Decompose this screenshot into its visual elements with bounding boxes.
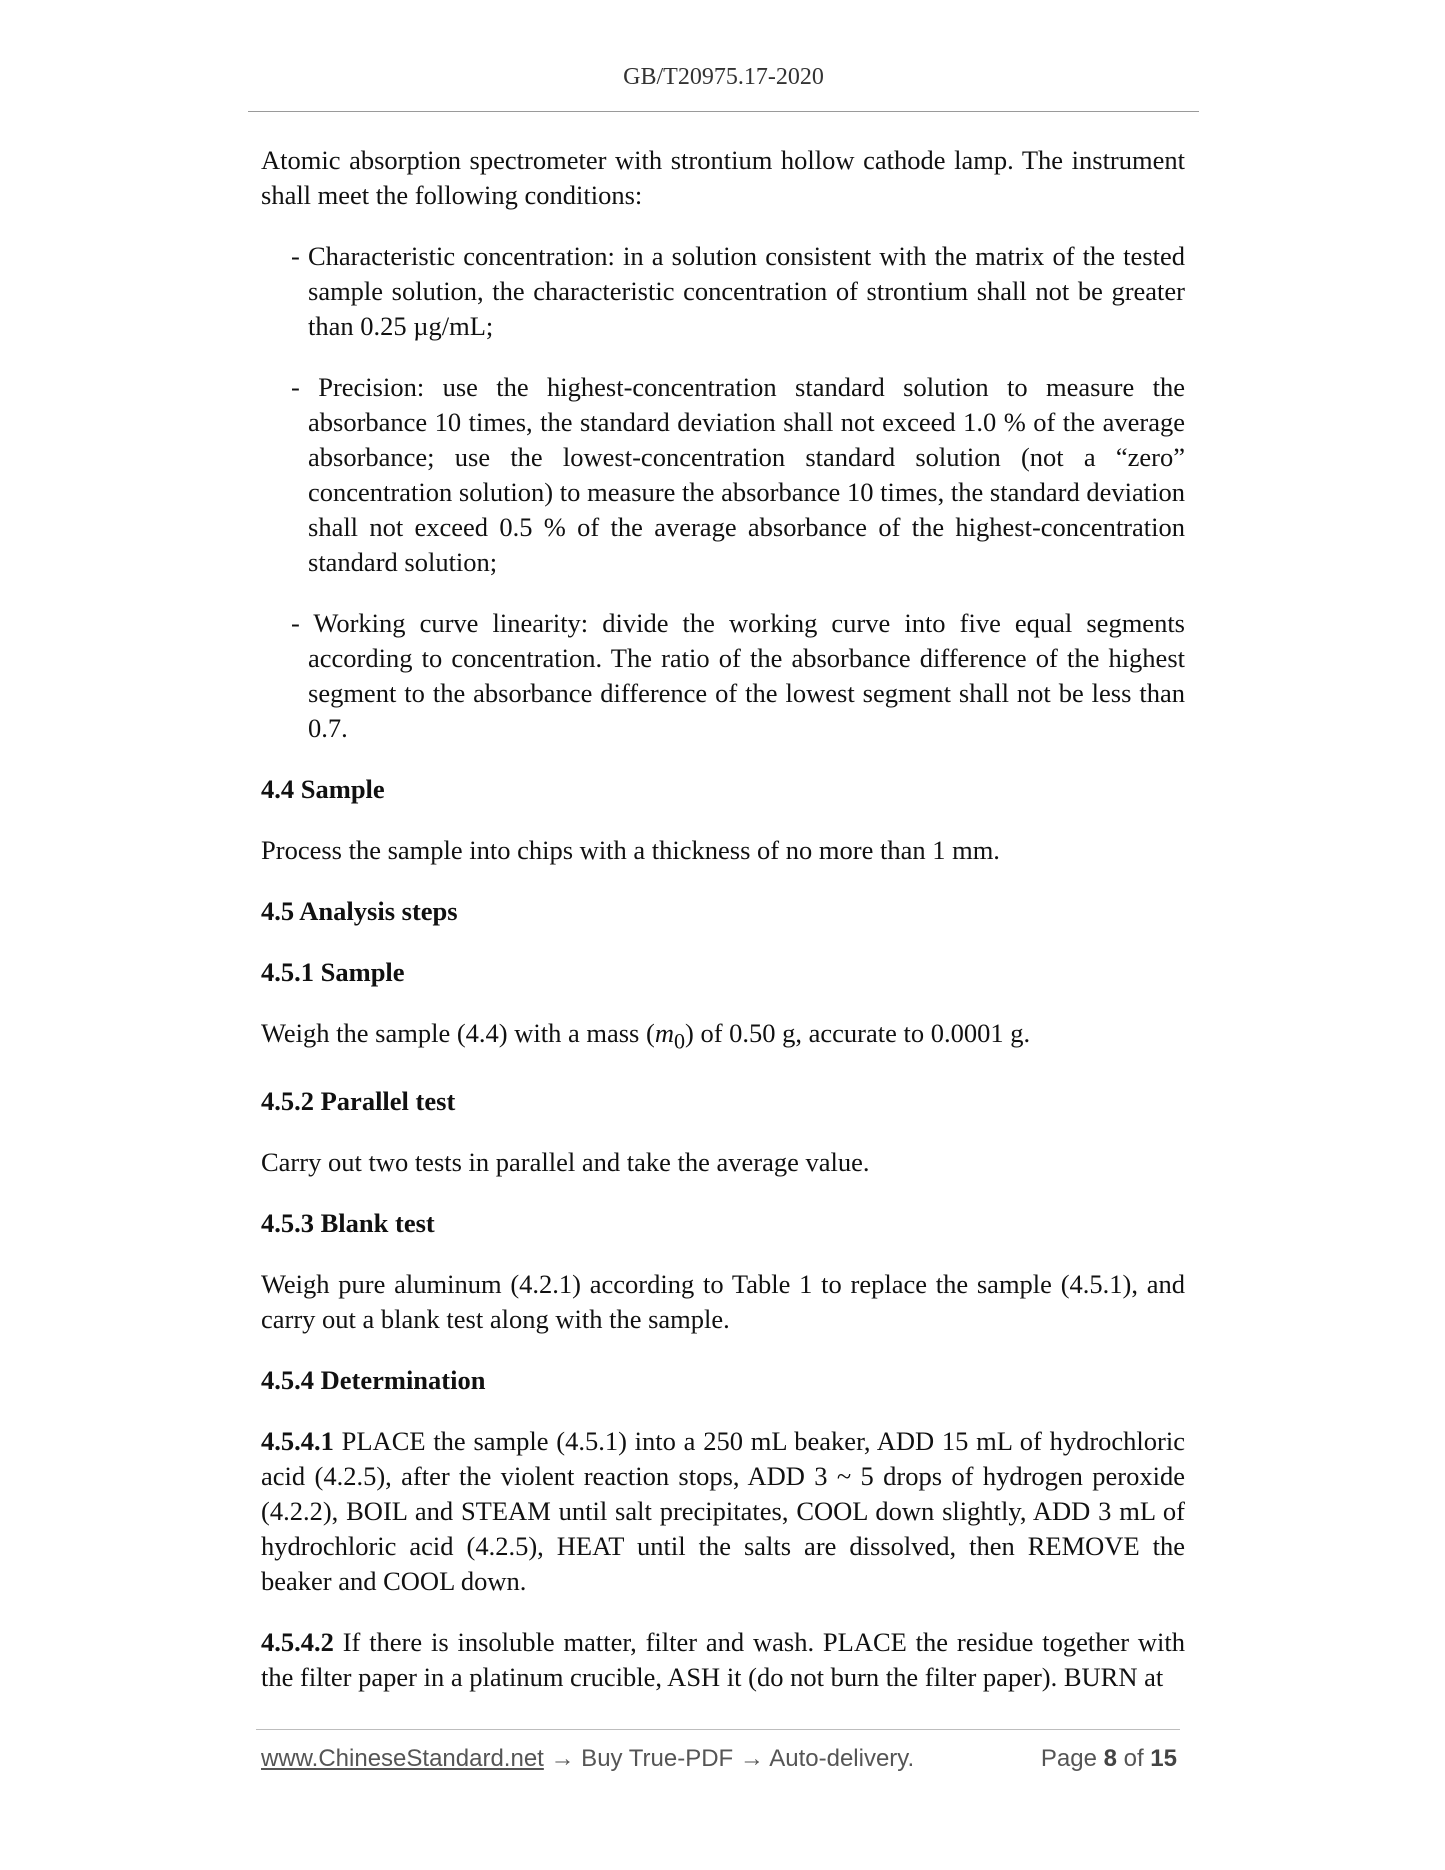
chinesestandard-link[interactable]: www.ChineseStandard.net bbox=[261, 1745, 544, 1772]
page-content bbox=[261, 143, 1185, 1721]
current-page-number: 8 bbox=[1103, 1745, 1117, 1772]
bullet-working-curve-linearity: - Working curve linearity: divide the working curve into five equal segments according to concentration. The ratio of the absorbance difference of the highest segment to the absorbance difference of the lowest segment shall not be less than 0.7. bbox=[291, 608, 1185, 743]
heading-4-5-analysis-steps: 4.5 Analysis steps bbox=[261, 896, 458, 926]
heading-4-4-sample: 4.4 Sample bbox=[261, 774, 385, 804]
page-label: Page bbox=[1040, 1745, 1104, 1772]
paragraph-4-5-4-1 bbox=[261, 1424, 1185, 1599]
clause-number-4-5-4-1: 4.5.4.1 bbox=[261, 1426, 334, 1457]
paragraph-4-5-1-tail: ) of 0.50 g, accurate to 0.0001 g. bbox=[685, 1018, 1031, 1048]
page-indicator bbox=[1041, 1745, 1177, 1773]
paragraph-4-5-4-2-text: If there is insoluble matter, filter and wash. PLACE the residue together with the filter paper in a platinum crucible, ASH it (do not burn the filter paper). BURN at bbox=[261, 1627, 1185, 1693]
heading-4-5-1-sample: 4.5.1 Sample bbox=[261, 957, 405, 987]
page-of-label: of bbox=[1116, 1745, 1151, 1772]
heading-4-5-4-determination: 4.5.4 Determination bbox=[261, 1365, 486, 1396]
page-footer bbox=[261, 1745, 1177, 1779]
footer-divider bbox=[256, 1729, 1180, 1730]
clause-number-4-5-4-2: 4.5.4.2 bbox=[261, 1627, 334, 1658]
heading-4-5-2-parallel-test: 4.5.2 Parallel test bbox=[261, 1086, 456, 1117]
footer-promo-text: → Buy True-PDF → Auto-delivery. bbox=[543, 1745, 915, 1772]
document-number-header: GB/T20975.17-2020 bbox=[623, 64, 824, 90]
intro-paragraph: Atomic absorption spectrometer with strontium hollow cathode lamp. The instrument shall meet the following conditions: bbox=[261, 145, 1185, 210]
paragraph-4-5-2: Carry out two tests in parallel and take the average value. bbox=[261, 1147, 870, 1178]
paragraph-4-4: Process the sample into chips with a thickness of no more than 1 mm. bbox=[261, 835, 1000, 865]
mass-variable-subscript: 0 bbox=[673, 1028, 685, 1054]
paragraph-4-5-1 bbox=[261, 1016, 1185, 1058]
mass-variable: m bbox=[654, 1018, 674, 1048]
paragraph-4-5-1-lead: Weigh the sample (4.4) with a mass ( bbox=[261, 1018, 655, 1048]
paragraph-4-5-4-1-text: PLACE the sample (4.5.1) into a 250 mL beaker, ADD 15 mL of hydrochloric acid (4.2.5), after the violent reaction stops, ADD 3 ~ 5 drops of hydrogen peroxide (4.2.2), BOIL and STEAM until salt precipitates, COOL down slightly, ADD 3 mL of hydrochloric acid (4.2.5), HEAT until the salts are dissolved, then REMOVE the beaker and COOL down. bbox=[261, 1426, 1185, 1597]
heading-4-5-3-blank-test: 4.5.3 Blank test bbox=[261, 1208, 435, 1239]
footer-promo bbox=[261, 1745, 914, 1773]
header-divider bbox=[248, 111, 1199, 112]
total-page-count: 15 bbox=[1150, 1745, 1177, 1772]
paragraph-4-5-4-2 bbox=[261, 1625, 1185, 1695]
bullet-characteristic-concentration: - Characteristic concentration: in a solution consistent with the matrix of the tested sample solution, the characteristic concentration of strontium shall not be greater than 0.25 µg/mL; bbox=[291, 241, 1185, 341]
bullet-precision: - Precision: use the highest-concentration standard solution to measure the absorbance 10 times, the standard deviation shall not exceed 1.0 % of the average absorbance; use the lowest-concentration standard solution (not a “zero” concentration solution) to measure the absorbance 10 times, the standard deviation shall not exceed 0.5 % of the average absorbance of the highest-concentration standard solution; bbox=[291, 372, 1185, 577]
paragraph-4-5-3: Weigh pure aluminum (4.2.1) according to Table 1 to replace the sample (4.5.1), and carry out a blank test along with the sample. bbox=[261, 1269, 1185, 1335]
